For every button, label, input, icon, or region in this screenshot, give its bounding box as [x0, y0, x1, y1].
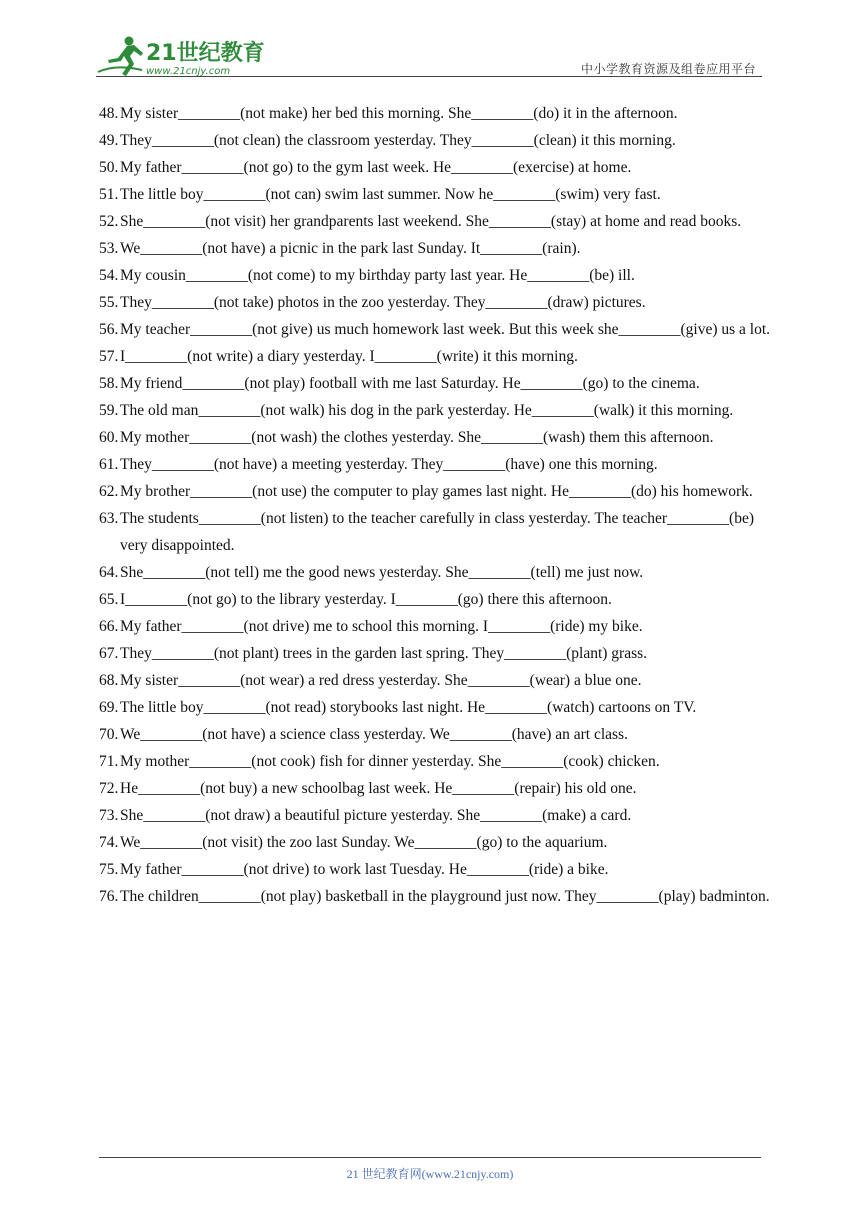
item-number: 55. — [99, 294, 119, 311]
item-text: My brother________(not use) the computer to play games last night. He________(do) his homework. — [120, 483, 753, 500]
item-number: 49. — [99, 132, 119, 149]
runner-icon — [98, 37, 143, 77]
exercise-item — [99, 370, 779, 397]
exercise-item — [99, 154, 779, 181]
exercise-item — [99, 883, 779, 910]
item-text: My friend________(not play) football with me last Saturday. He________(go) to the cinema. — [120, 375, 700, 392]
item-number: 71. — [99, 753, 119, 770]
item-number: 76. — [99, 888, 119, 905]
exercise-item — [99, 640, 779, 667]
item-number: 62. — [99, 483, 119, 500]
item-text: The students________(not listen) to the teacher carefully in class yesterday. The teacher________(be) very disappointed. — [120, 510, 754, 554]
item-number: 75. — [99, 861, 119, 878]
exercise-item — [99, 613, 779, 640]
item-text: We________(not have) a science class yesterday. We________(have) an art class. — [120, 726, 628, 743]
exercise-item — [99, 424, 779, 451]
item-text: My cousin________(not come) to my birthday party last year. He________(be) ill. — [120, 267, 635, 284]
item-number: 58. — [99, 375, 119, 392]
exercise-item — [99, 208, 779, 235]
item-number: 72. — [99, 780, 119, 797]
item-number: 73. — [99, 807, 119, 824]
item-text: The little boy________(not read) storybooks last night. He________(watch) cartoons on TV. — [120, 699, 697, 716]
item-number: 51. — [99, 186, 119, 203]
item-text: My mother________(not wash) the clothes yesterday. She________(wash) them this afternoon. — [120, 429, 714, 446]
item-text: They________(not take) photos in the zoo yesterday. They________(draw) pictures. — [120, 294, 646, 311]
item-text: The children________(not play) basketball in the playground just now. They________(play) badminton. — [120, 888, 770, 905]
header-platform-text: 中小学教育资源及组卷应用平台 — [580, 62, 756, 76]
item-text: My mother________(not cook) fish for dinner yesterday. She________(cook) chicken. — [120, 753, 660, 770]
exercise-item — [99, 343, 779, 370]
exercise-item — [99, 856, 779, 883]
item-text: She________(not draw) a beautiful picture yesterday. She________(make) a card. — [120, 807, 632, 824]
exercise-item — [99, 478, 779, 505]
exercise-item — [99, 694, 779, 721]
item-text: I________(not write) a diary yesterday. I________(write) it this morning. — [120, 348, 578, 365]
item-text: He________(not buy) a new schoolbag last week. He________(repair) his old one. — [120, 780, 637, 797]
item-number: 70. — [99, 726, 119, 743]
footer-divider — [99, 1157, 761, 1158]
item-number: 57. — [99, 348, 119, 365]
exercise-item — [99, 181, 779, 208]
exercise-item — [99, 586, 779, 613]
exercise-item — [99, 316, 779, 343]
item-number: 65. — [99, 591, 119, 608]
item-text: The little boy________(not can) swim last summer. Now he________(swim) very fast. — [120, 186, 661, 203]
exercise-item — [99, 262, 779, 289]
item-number: 69. — [99, 699, 119, 716]
exercise-item — [99, 775, 779, 802]
item-text: My father________(not go) to the gym last week. He________(exercise) at home. — [120, 159, 632, 176]
item-text: My father________(not drive) me to school this morning. I________(ride) my bike. — [120, 618, 643, 635]
item-number: 60. — [99, 429, 119, 446]
item-text: They________(not clean) the classroom yesterday. They________(clean) it this morning. — [120, 132, 676, 149]
item-text: My father________(not drive) to work last Tuesday. He________(ride) a bike. — [120, 861, 609, 878]
item-text: She________(not visit) her grandparents last weekend. She________(stay) at home and read books. — [120, 213, 742, 230]
exercise-item — [99, 235, 779, 262]
item-number: 64. — [99, 564, 119, 581]
exercise-item — [99, 559, 779, 586]
item-number: 67. — [99, 645, 119, 662]
exercise-item — [99, 721, 779, 748]
item-text: My sister________(not wear) a red dress yesterday. She________(wear) a blue one. — [120, 672, 642, 689]
item-text: The old man________(not walk) his dog in the park yesterday. He________(walk) it this morning. — [120, 402, 734, 419]
exercise-item — [99, 127, 779, 154]
header-divider — [96, 76, 762, 77]
item-text: I________(not go) to the library yesterday. I________(go) there this afternoon. — [120, 591, 612, 608]
item-number: 59. — [99, 402, 119, 419]
item-number: 66. — [99, 618, 119, 635]
item-text: She________(not tell) me the good news yesterday. She________(tell) me just now. — [120, 564, 644, 581]
exercise-item — [99, 802, 779, 829]
page-header — [96, 30, 762, 78]
exercise-item — [99, 667, 779, 694]
footer-text: 21 世纪教育网(www.21cnjy.com) — [346, 1167, 514, 1181]
item-number: 53. — [99, 240, 119, 257]
item-number: 63. — [99, 510, 119, 527]
item-text: My sister________(not make) her bed this morning. She________(do) it in the afternoon. — [120, 105, 678, 122]
item-text: We________(not have) a picnic in the park last Sunday. It________(rain). — [120, 240, 581, 257]
item-number: 48. — [99, 105, 119, 122]
item-text: They________(not have) a meeting yesterday. They________(have) one this morning. — [120, 456, 658, 473]
item-number: 56. — [99, 321, 119, 338]
item-number: 50. — [99, 159, 119, 176]
item-number: 54. — [99, 267, 119, 284]
item-number: 52. — [99, 213, 119, 230]
exercise-item — [99, 748, 779, 775]
exercise-item — [99, 289, 779, 316]
exercise-item — [99, 451, 779, 478]
exercise-item — [99, 505, 779, 559]
item-text: They________(not plant) trees in the garden last spring. They________(plant) grass. — [120, 645, 648, 662]
item-number: 61. — [99, 456, 119, 473]
item-number: 68. — [99, 672, 119, 689]
logo-text: 21世纪教育 — [146, 41, 265, 66]
item-text: My teacher________(not give) us much homework last week. But this week she________(give) us a lot. — [120, 321, 771, 338]
exercise-item — [99, 829, 779, 856]
exercise-item — [99, 100, 779, 127]
exercise-item — [99, 397, 779, 424]
logo-url: www.21cnjy.com — [146, 66, 231, 77]
item-text: We________(not visit) the zoo last Sunday. We________(go) to the aquarium. — [120, 834, 608, 851]
item-number: 74. — [99, 834, 119, 851]
exercise-list — [99, 100, 779, 910]
logo — [96, 34, 266, 78]
